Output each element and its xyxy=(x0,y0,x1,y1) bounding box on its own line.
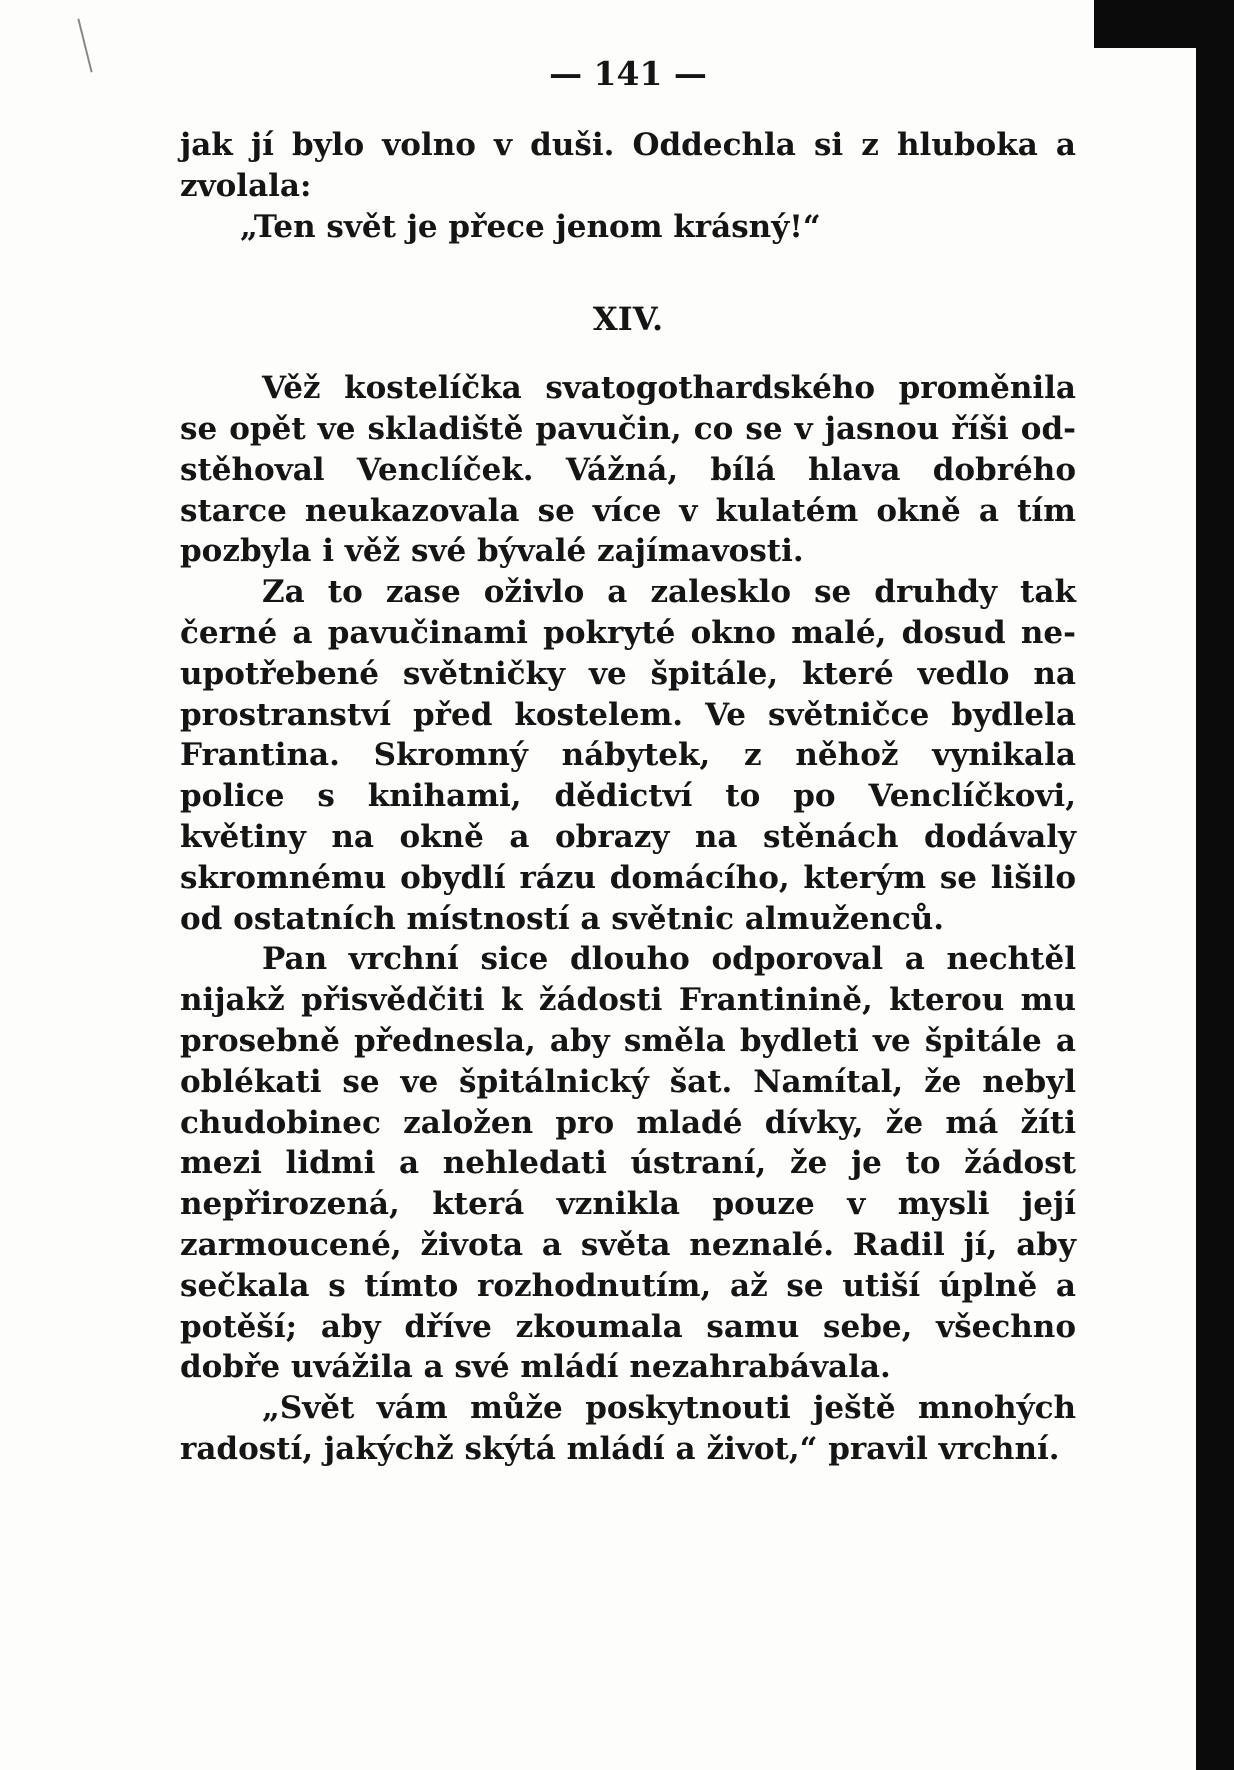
paragraph-continuation: jak jí bylo volno v duši. Oddechla si z hluboka a zvolala: xyxy=(180,127,1076,204)
page-text-block xyxy=(180,50,1076,1470)
scan-border-right xyxy=(1196,0,1234,1770)
chapter-heading: XIV. xyxy=(592,300,664,339)
scan-border-top xyxy=(1094,0,1234,48)
scan-scratch-mark xyxy=(77,19,92,73)
paragraph-quote: „Ten svět je přece jenom krásný!“ xyxy=(240,208,821,245)
paragraph: Za to zase oživlo a zalesklo se druhdy tak černé a pavučinami pokryté okno malé, dosud neupotřebené světničky ve špitále, které vedlo na prostranství před kostelem. Ve světničce bydlela Frantina. Skromný nábytek, z něhož vynikala police s knihami, dědictví to po Venclíčkovi, květiny na okně a obrazy na stěnách dodávaly skromnému obydlí rázu domácího, kterým se lišilo od ostatních místností a světnic almuženců. xyxy=(180,574,1076,937)
paragraph: Pan vrchní sice dlouho odporoval a nechtěl nijakž přisvědčiti k žádosti Frantinině, kterou mu prosebně přednesla, aby směla bydleti ve špitále a oblékati se ve špitálnický šat. Namítal, že nebyl chudobinec založen pro mladé dívky, že má žíti mezi lidmi a nehledati ústraní, že je to žádost nepřirozená, která vznikla pouze v mysli její zarmoucené, života a světa neznalé. Radil jí, aby sečkala s tímto rozhodnutím, až se utiší úplně a potěší; aby dříve zkoumala samu sebe, všechno dobře uvážila a své mládí nezahrabávala. xyxy=(180,941,1076,1386)
page-number: — 141 — xyxy=(549,54,707,93)
paragraph: Věž kostelíčka svatogothardského proměnila se opět ve skladiště pavučin, co se v jasnou říši odstěhoval Venclíček. Vážná, bílá hlava dobrého starce neukazovala se více v kulatém okně a tím pozbyla i věž své bývalé zajímavosti. xyxy=(180,370,1076,570)
paragraph: „Svět vám může poskytnouti ještě mnohých radostí, jakýchž skýtá mládí a život,“ pravil vrchní. xyxy=(180,1390,1076,1467)
